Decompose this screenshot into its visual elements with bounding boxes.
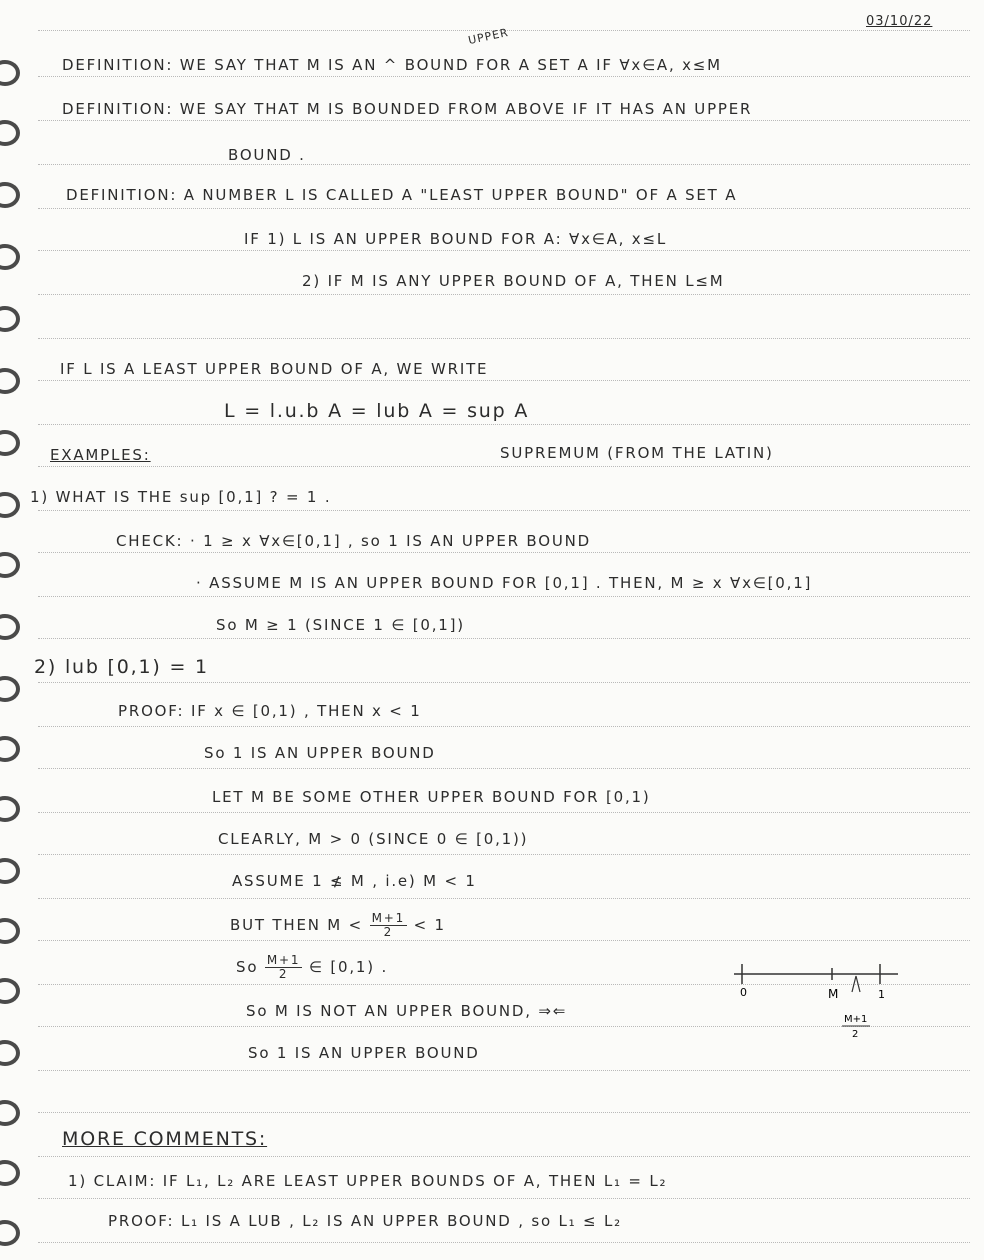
notation-formula: L = l.u.b A = lub A = sup A bbox=[224, 400, 530, 422]
example-2-but-then bbox=[230, 912, 446, 939]
example-2-final: So 1 IS AN UPPER BOUND bbox=[248, 1044, 480, 1062]
example-1-assume: · ASSUME M IS AN UPPER BOUND FOR [0,1] . THEN, M ≥ x ∀x∈[0,1] bbox=[196, 574, 813, 592]
fraction-numerator: M+1 bbox=[371, 911, 406, 925]
fraction-numerator-b: M+1 bbox=[266, 953, 301, 967]
but-then-tail: < 1 bbox=[413, 916, 446, 934]
fraction-m-plus-1-over-2-b bbox=[265, 954, 302, 981]
fraction-denominator: 2 bbox=[383, 925, 394, 939]
one-label: 1 bbox=[878, 988, 885, 1001]
definition-lub: DEFINITION: A NUMBER L IS CALLED A "LEAST UPPER BOUND" OF A SET A bbox=[66, 186, 738, 204]
definition-bounded-above: DEFINITION: WE SAY THAT M IS BOUNDED FROM ABOVE IF IT HAS AN UPPER bbox=[62, 100, 753, 118]
example-2-proof-start: PROOF: IF x ∈ [0,1) , THEN x < 1 bbox=[118, 702, 422, 720]
example-2-statement: 2) lub [0,1) = 1 bbox=[34, 656, 209, 678]
so-text: So bbox=[236, 958, 259, 976]
midpoint-den: 2 bbox=[852, 1029, 859, 1040]
lub-condition-1: IF 1) L IS AN UPPER BOUND FOR A: ∀x∈A, x≤L bbox=[244, 230, 668, 248]
example-2-let-m: LET M BE SOME OTHER UPPER BOUND FOR [0,1) bbox=[212, 788, 651, 806]
upper-insertion-note: UPPER bbox=[467, 25, 510, 48]
supremum-note: SUPREMUM (FROM THE LATIN) bbox=[500, 444, 774, 462]
claim-unique-lub: 1) CLAIM: IF L₁, L₂ ARE LEAST UPPER BOUNDS OF A, THEN L₁ = L₂ bbox=[68, 1172, 668, 1190]
midpoint-num: M+1 bbox=[844, 1014, 868, 1025]
example-2-assume: ASSUME 1 ≰ M , i.e) M < 1 bbox=[232, 872, 477, 890]
notation-intro: IF L IS A LEAST UPPER BOUND OF A, WE WRITE bbox=[60, 360, 489, 378]
fraction-m-plus-1-over-2 bbox=[370, 912, 407, 939]
claim-proof: PROOF: L₁ IS A LUB , L₂ IS AN UPPER BOUND , so L₁ ≤ L₂ bbox=[108, 1212, 622, 1230]
so-tail: ∈ [0,1) . bbox=[308, 958, 389, 976]
example-2-contradiction: So M IS NOT AN UPPER BOUND, ⇒⇐ bbox=[246, 1002, 568, 1020]
definition-upper-bound: DEFINITION: WE SAY THAT M IS AN ^ BOUND FOR A SET A IF ∀x∈A, x≤M bbox=[62, 56, 722, 74]
but-then-text: BUT THEN M < bbox=[230, 916, 363, 934]
example-1-check: CHECK: · 1 ≥ x ∀x∈[0,1] , so 1 IS AN UPPER BOUND bbox=[116, 532, 592, 550]
definition-bounded-above-cont: BOUND . bbox=[228, 146, 306, 164]
examples-heading: EXAMPLES: bbox=[50, 446, 151, 464]
number-line-sketch bbox=[732, 960, 902, 1040]
example-2-upper-bound: So 1 IS AN UPPER BOUND bbox=[204, 744, 436, 762]
example-2-clearly: CLEARLY, M > 0 (SINCE 0 ∈ [0,1)) bbox=[218, 830, 529, 848]
more-comments-heading: MORE COMMENTS: bbox=[62, 1128, 268, 1150]
example-1-question: 1) WHAT IS THE sup [0,1] ? = 1 . bbox=[30, 488, 332, 506]
lub-condition-2: 2) IF M IS ANY UPPER BOUND OF A, THEN L≤M bbox=[302, 272, 725, 290]
fraction-denominator-b: 2 bbox=[278, 967, 289, 981]
date-label: 03/10/22 bbox=[866, 14, 933, 29]
zero-label: 0 bbox=[740, 986, 747, 999]
m-label: M bbox=[828, 987, 839, 1001]
example-1-conclusion: So M ≥ 1 (SINCE 1 ∈ [0,1]) bbox=[216, 616, 465, 634]
midpoint-arrow bbox=[852, 976, 860, 992]
example-2-so-fraction bbox=[236, 954, 388, 981]
